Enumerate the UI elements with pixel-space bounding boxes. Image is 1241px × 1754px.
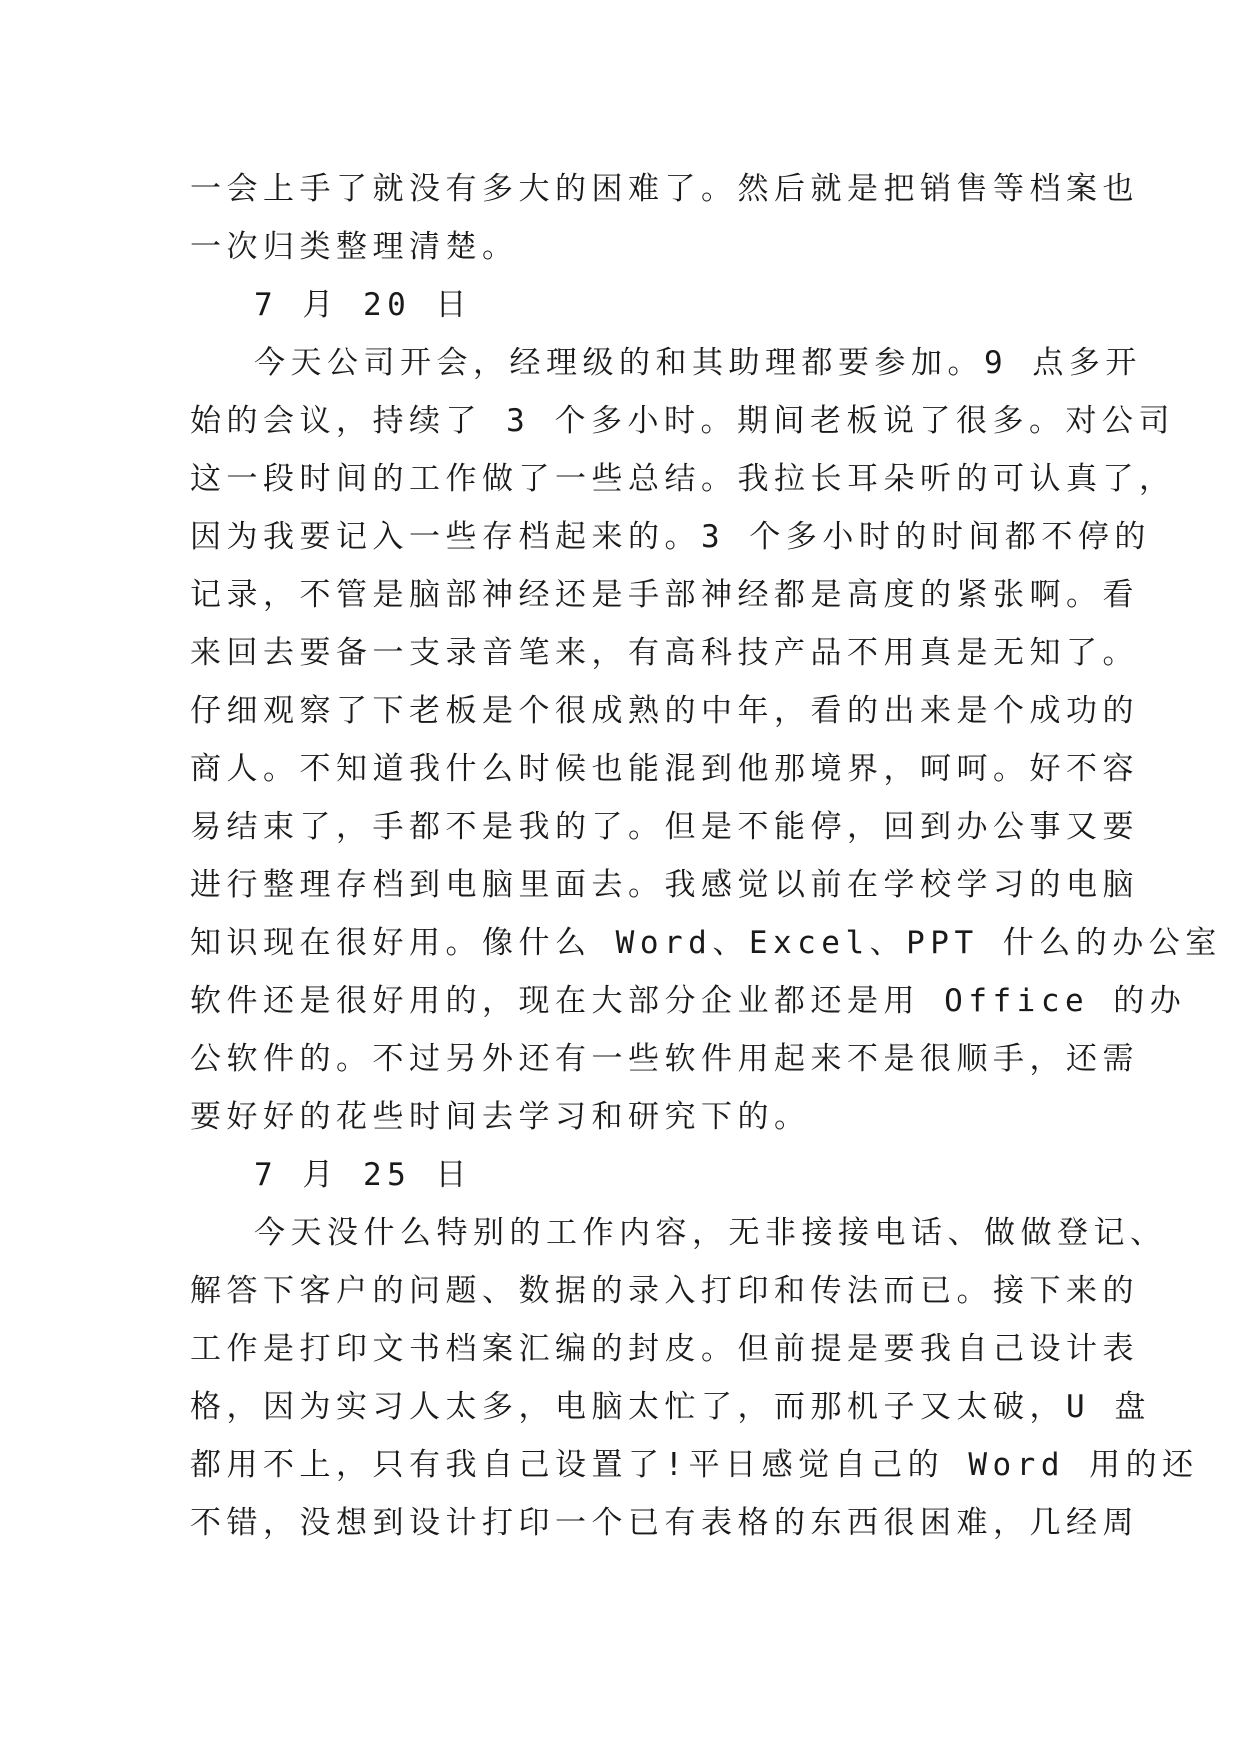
text-line: 公软件的。不过另外还有一些软件用起来不是很顺手，还需	[190, 1041, 1139, 1077]
date-heading: 7 月 25 日	[254, 1157, 472, 1193]
text-line: 进行整理存档到电脑里面去。我感觉以前在学校学习的电脑	[190, 867, 1139, 903]
date-heading: 7 月 20 日	[254, 287, 472, 323]
text-line: 一次归类整理清楚。	[190, 229, 519, 265]
text-line: 易结束了，手都不是我的了。但是不能停，回到办公事又要	[190, 809, 1139, 845]
text-line: 要好好的花些时间去学习和研究下的。	[190, 1099, 811, 1135]
text-line: 工作是打印文书档案汇编的封皮。但前提是要我自己设计表	[190, 1331, 1139, 1367]
text-line: 因为我要记入一些存档起来的。3 个多小时的时间都不停的	[190, 519, 1151, 555]
text-line: 仔细观察了下老板是个很成熟的中年，看的出来是个成功的	[190, 693, 1139, 729]
paragraph-start: 今天公司开会，经理级的和其助理都要参加。9 点多开	[254, 345, 1142, 381]
text-line: 商人。不知道我什么时候也能混到他那境界，呵呵。好不容	[190, 751, 1139, 787]
text-line: 来回去要备一支录音笔来，有高科技产品不用真是无知了。	[190, 635, 1139, 671]
text-line: 软件还是很好用的，现在大部分企业都还是用 Office 的办	[190, 983, 1187, 1019]
text-line: 知识现在很好用。像什么 Word、Excel、PPT 什么的办公室	[190, 925, 1222, 961]
paragraph-start: 今天没什么特别的工作内容，无非接接电话、做做登记、	[254, 1215, 1167, 1251]
text-line: 都用不上，只有我自己设置了!平日感觉自己的 Word 用的还	[190, 1447, 1199, 1483]
document-body	[190, 160, 1222, 1552]
text-line: 始的会议，持续了 3 个多小时。期间老板说了很多。对公司	[190, 403, 1175, 439]
text-line: 格，因为实习人太多，电脑太忙了，而那机子又太破，U 盘	[190, 1389, 1151, 1425]
text-line: 不错，没想到设计打印一个已有表格的东西很困难，几经周	[190, 1505, 1139, 1541]
text-line: 解答下客户的问题、数据的录入打印和传法而已。接下来的	[190, 1273, 1139, 1309]
text-line: 记录，不管是脑部神经还是手部神经都是高度的紧张啊。看	[190, 577, 1139, 613]
text-line: 这一段时间的工作做了一些总结。我拉长耳朵听的可认真了，	[190, 461, 1176, 497]
text-line: 一会上手了就没有多大的困难了。然后就是把销售等档案也	[190, 171, 1139, 207]
